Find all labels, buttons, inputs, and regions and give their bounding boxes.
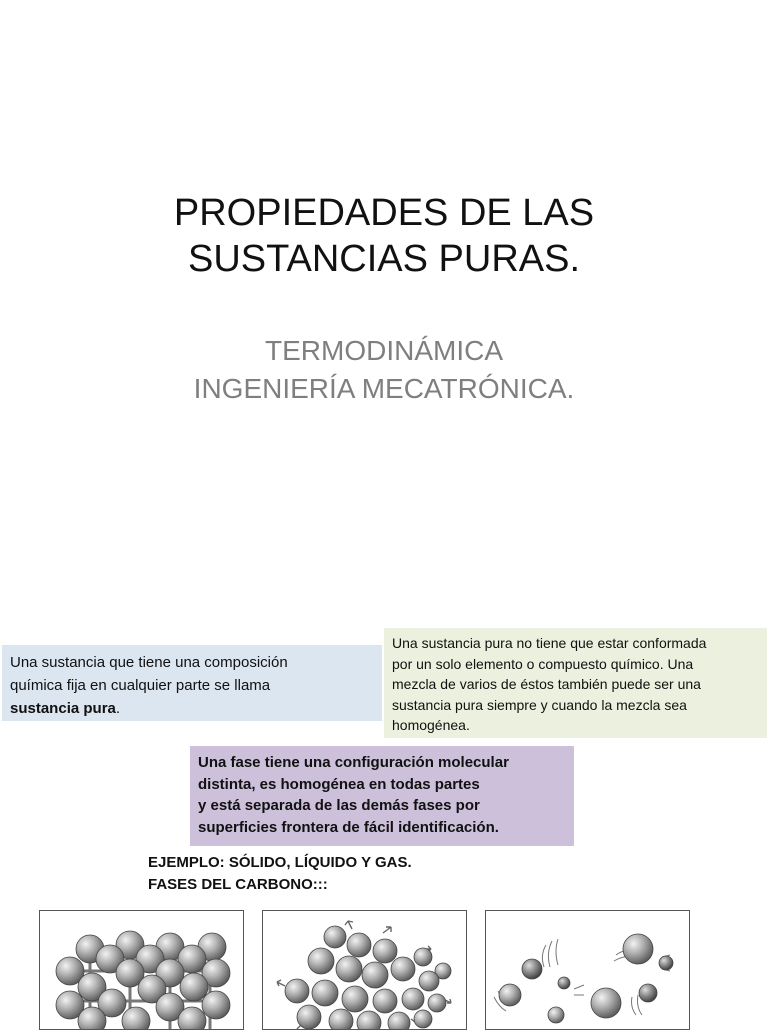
title-line-2: SUSTANCIAS PURAS. [187,238,581,280]
mixture-line-5: homogénea. [392,717,470,733]
mixture-line-1: Una sustancia pura no tiene que estar conformada [392,635,707,651]
mixture-line-2: por un solo elemento o compuesto químico. Una [392,655,694,672]
mixture-line-3: mezcla de varios de éstos también puede ser una [392,676,701,692]
example-caption [148,852,412,896]
gas-molecules-image [486,911,689,1029]
phase-line-3: y está separada de las demás fases por [198,797,480,814]
subtitle-line-2: INGENIERÍA MECATRÓNICA. [193,373,575,404]
phase-line-4: superficies frontera de fácil identificación. [198,818,499,836]
definition-period: . [115,700,121,717]
example-line-2: FASES DEL CARBONO::: [148,876,328,893]
definition-line-3 [10,697,374,720]
solid-phase-illustration [39,910,244,1030]
page-title [0,190,768,282]
liquid-molecules-image [263,911,466,1029]
phase-line-2: distinta, es homogénea en todas partes [198,775,480,793]
phase-line-1: Una fase tiene una configuración molecular [198,754,509,771]
definition-box [2,645,382,721]
example-line-1: EJEMPLO: SÓLIDO, LÍQUIDO Y GAS. [148,854,412,871]
solid-lattice-image [40,911,243,1029]
definition-term: sustancia pura [10,700,116,717]
definition-line-1: Una sustancia que tiene una composición [10,654,288,671]
definition-line-2: química fija en cualquier parte se llama [10,677,271,694]
gas-phase-illustration [485,910,690,1030]
liquid-phase-illustration [262,910,467,1030]
subtitle-line-1: TERMODINÁMICA [265,335,503,366]
mixture-line-4: sustancia pura siempre y cuando la mezcla sea [392,696,687,713]
title-line-1: PROPIEDADES DE LAS [173,192,595,234]
mixture-note-box [384,628,767,738]
phase-definition-box [190,746,574,846]
subtitle [0,332,768,408]
